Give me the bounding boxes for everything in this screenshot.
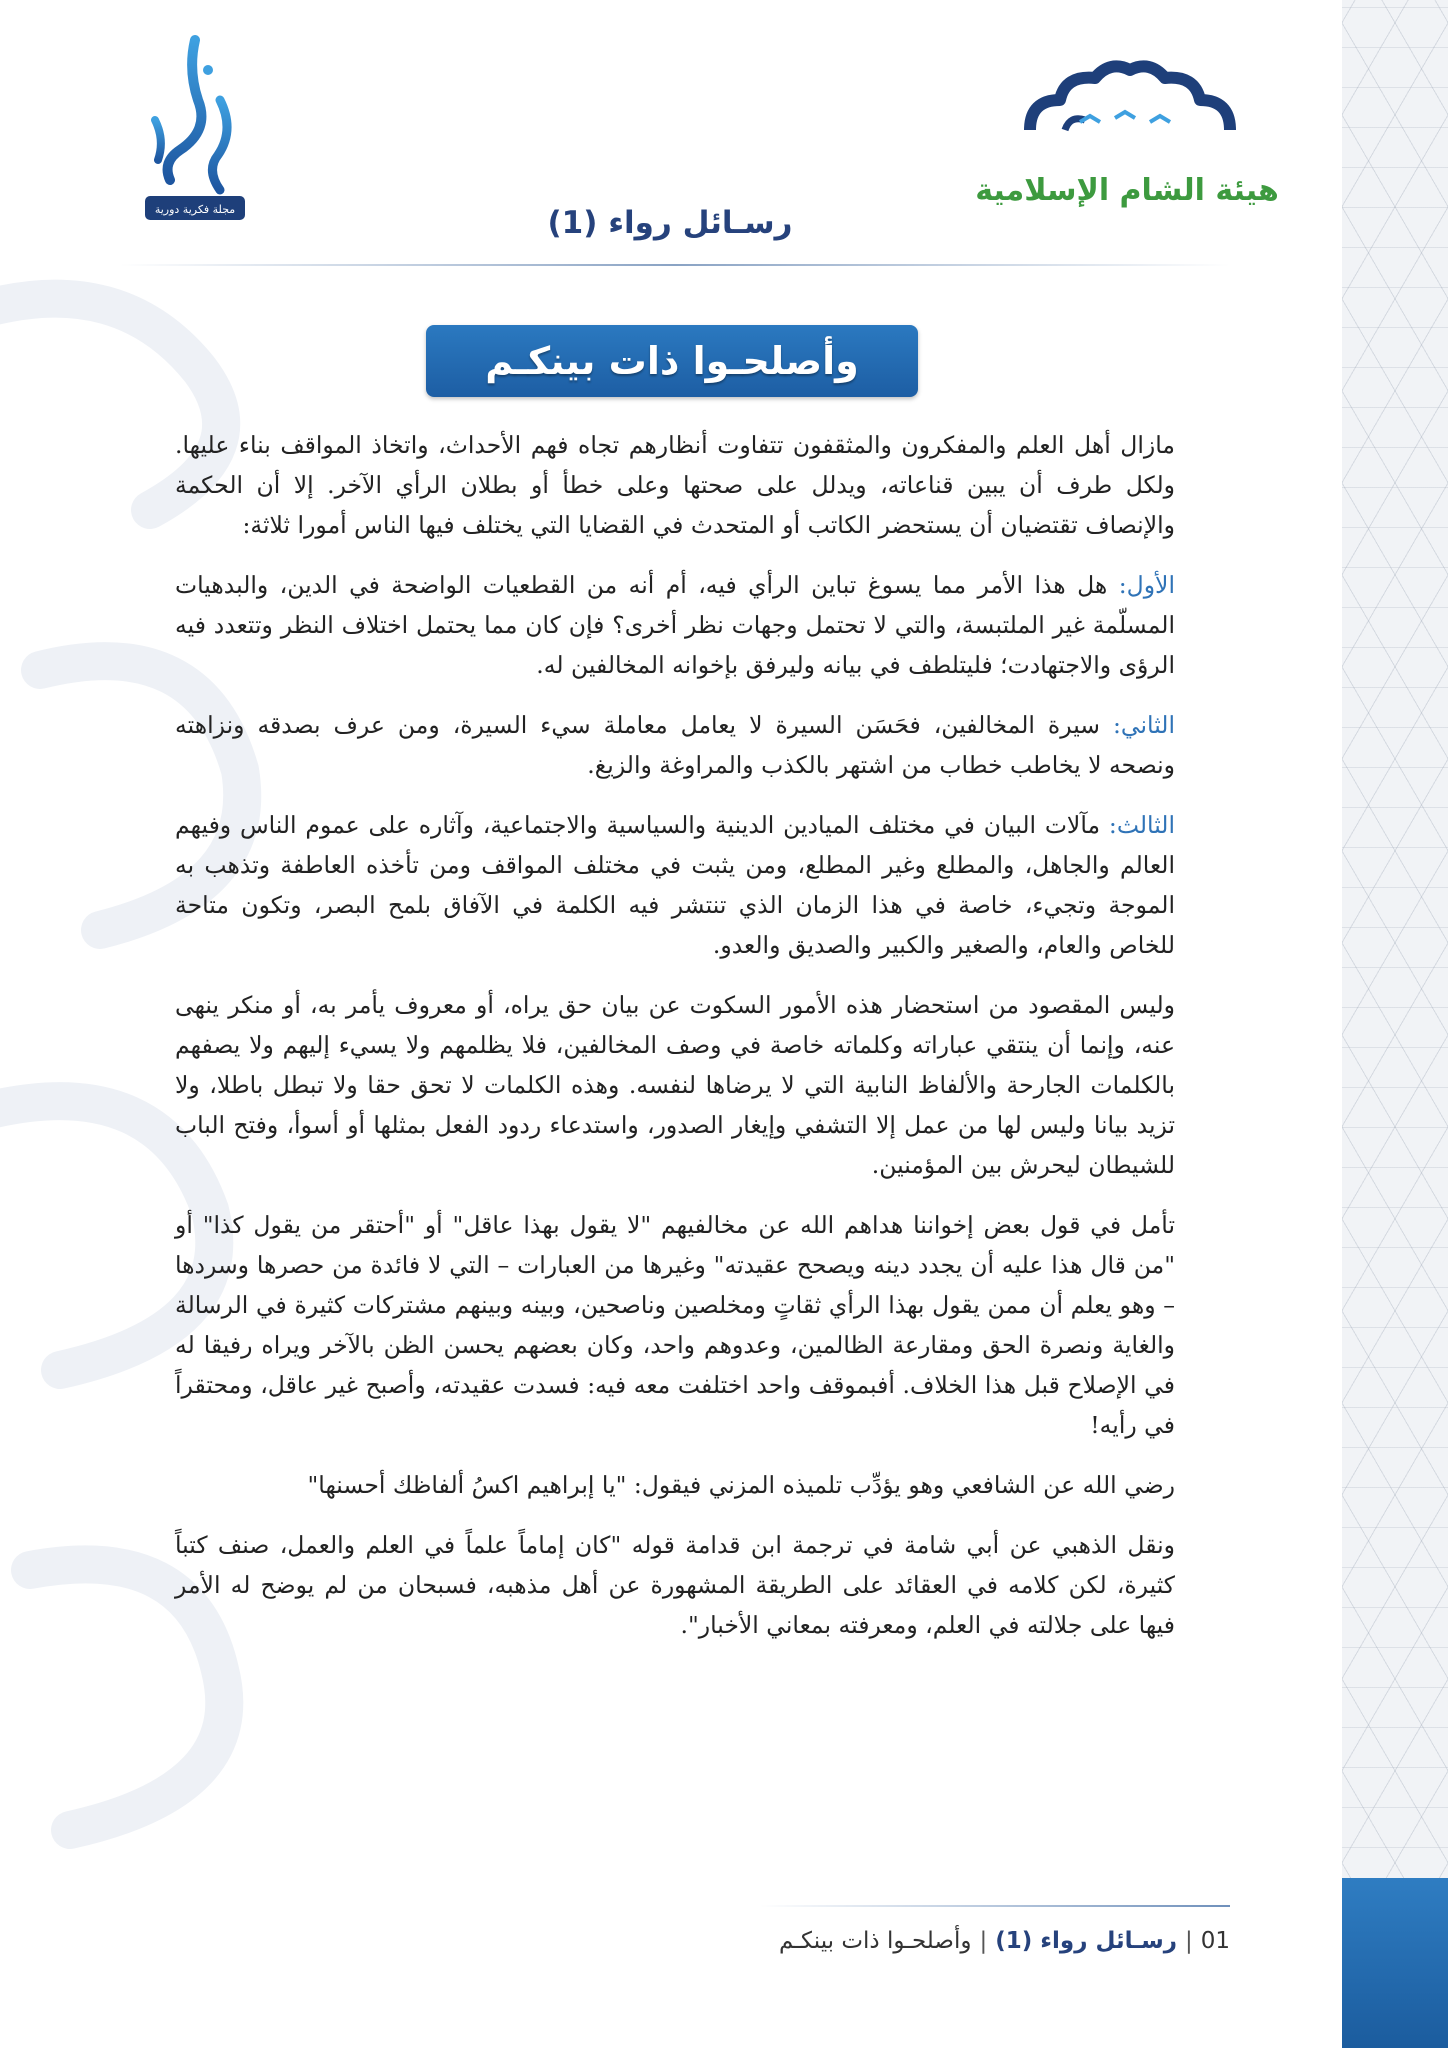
- page-footer: [760, 1928, 1230, 1954]
- body-paragraph: تأمل في قول بعض إخواننا هداهم الله عن مخالفيهم "لا يقول بهذا عاقل" أو "أحتقر من يقول كذا" أو "من قال هذا عليه أن يجدد دينه ويصحح عقيدته" وغيرها من العبارات – التي لا فائدة من حصرها وسردها – وهو يعلم أن ممن يقول بهذا الرأي ثقاتٍ ومخلصين وناصحين، وبينه وبينهم مشتركات كثيرة في الرسالة والغاية ونصرة الحق ومقارعة الظالمين، وعدوهم واحد، وكان بعضهم يحسن الظن بالآخر ويراه رفيقا له في الإصلاح قبل هذا الخلاف. أفبموقف واحد اختلفت معه فيه: فسدت عقيدته، وأصبح غير عاقل، ومحتقراً في رأيه!: [175, 1211, 1175, 1439]
- footer-article-title: وأصلحـوا ذات بينكـم: [779, 1928, 972, 1954]
- side-strip-accent: [1342, 1878, 1448, 2048]
- article-title-banner: [426, 325, 918, 397]
- footer-separator: |: [979, 1928, 988, 1954]
- point-second: [175, 705, 1175, 785]
- point-third: [175, 805, 1175, 965]
- magazine-tagline: مجلة فكرية دورية: [154, 203, 236, 216]
- side-pattern-strip: [1342, 0, 1448, 2048]
- point-first: [175, 565, 1175, 685]
- organization-name: هيئة الشام الإسلامية: [975, 173, 1279, 208]
- magazine-logo: [140, 30, 250, 240]
- point-text: سيرة المخالفين، فحَسَن السيرة لا يعامل معاملة سيء السيرة، ومن عرف بصدقه ونزاهته ونصحه لا يخاطب خطاب من اشتهر بالكذب والمراوغة والزيغ.: [175, 711, 1175, 779]
- point-lead: الثاني:: [1113, 711, 1175, 739]
- point-text: هل هذا الأمر مما يسوغ تباين الرأي فيه، أم أنه من القطعيات الواضحة في الدين، والبدهيات المسلّمة غير الملتبسة، والتي لا تحتمل وجهات نظر أخرى؟ فإن كان مما يحتمل اختلاف النظر وتتعدد فيه الرؤى والاجتهادت؛ فليتلطف في بيانه وليرفق بإخوانه المخالفين له.: [175, 571, 1175, 679]
- point-lead: الأول:: [1118, 571, 1175, 599]
- footer-series: رسـائل رواء (1): [995, 1928, 1177, 1954]
- intro-paragraph: مازال أهل العلم والمفكرون والمثقفون تتفاوت أنظارهم تجاه فهم الأحداث، واتخاذ المواقف بناء عليها. ولكل طرف أن يبين قناعاته، ويدلل على صحتها وعلى خطأ أو بطلان الرأي الآخر. إلا أن الحكمة والإنصاف تقتضيان أن يستحضر الكاتب أو المتحدث في القضايا التي يختلف فيها الناس أمورا ثلاثة:: [175, 431, 1175, 539]
- header-divider: [120, 264, 1230, 266]
- article-title: وأصلحـوا ذات بينكـم: [485, 339, 859, 383]
- organization-logo: [975, 60, 1279, 230]
- body-paragraph: وليس المقصود من استحضار هذه الأمور السكوت عن بيان حق يراه، أو معروف يأمر به، أو منكر ينهى عنه، وإنما أن ينتقي عباراته وكلماته خاصة في وصف المخالفين، فلا يظلمهم ولا يسيء إليهم ولا يصفهم بالكلمات الجارحة والألفاظ النابية التي لا يرضاها لنفسه. وهذه الكلمات لا تحق حقا ولا تبطل باطلا، ولا تزيد بيانا وليس لها من عمل إلا التشفي وإيغار الصدور، واستدعاء ردود الفعل بمثلها أو أسوأ، وفتح الباب للشيطان ليحرش بين المؤمنين.: [175, 991, 1175, 1179]
- quote-paragraph: رضي الله عن الشافعي وهو يؤدِّب تلميذه المزني فيقول: "يا إبراهيم اكسُ ألفاظك أحسنها": [307, 1471, 1175, 1499]
- article-body: [175, 425, 1175, 1665]
- point-lead: الثالث:: [1108, 811, 1175, 839]
- footer-separator: |: [1184, 1928, 1193, 1954]
- series-title: رسـائل رواء (1): [547, 205, 793, 241]
- page-number: 01: [1200, 1928, 1230, 1954]
- body-paragraph: ونقل الذهبي عن أبي شامة في ترجمة ابن قدامة قوله "كان إماماً علماً في العلم والعمل، صنف كتباً كثيرة، لكن كلامه في العقائد على الطريقة المشهورة عن أهل مذهبه، فسبحان من لم يوضح له الأمر فيها على جلالته في العلم، ومعرفته بمعاني الأخبار".: [175, 1531, 1175, 1639]
- point-text: مآلات البيان في مختلف الميادين الدينية والسياسية والاجتماعية، وآثاره على عموم الناس وفيهم العالم والجاهل، والمطلع وغير المطلع، ومن يثبت في مختلف المواقف ومن تأخذه العاطفة وتذهب به الموجة وتجيء، خاصة في هذا الزمان الذي تنتشر فيه الكلمة في الآفاق بلمح البصر، وتكون متاحة للخاص والعام، والصغير والكبير والصديق والعدو.: [175, 811, 1175, 959]
- footer-divider: [760, 1905, 1230, 1907]
